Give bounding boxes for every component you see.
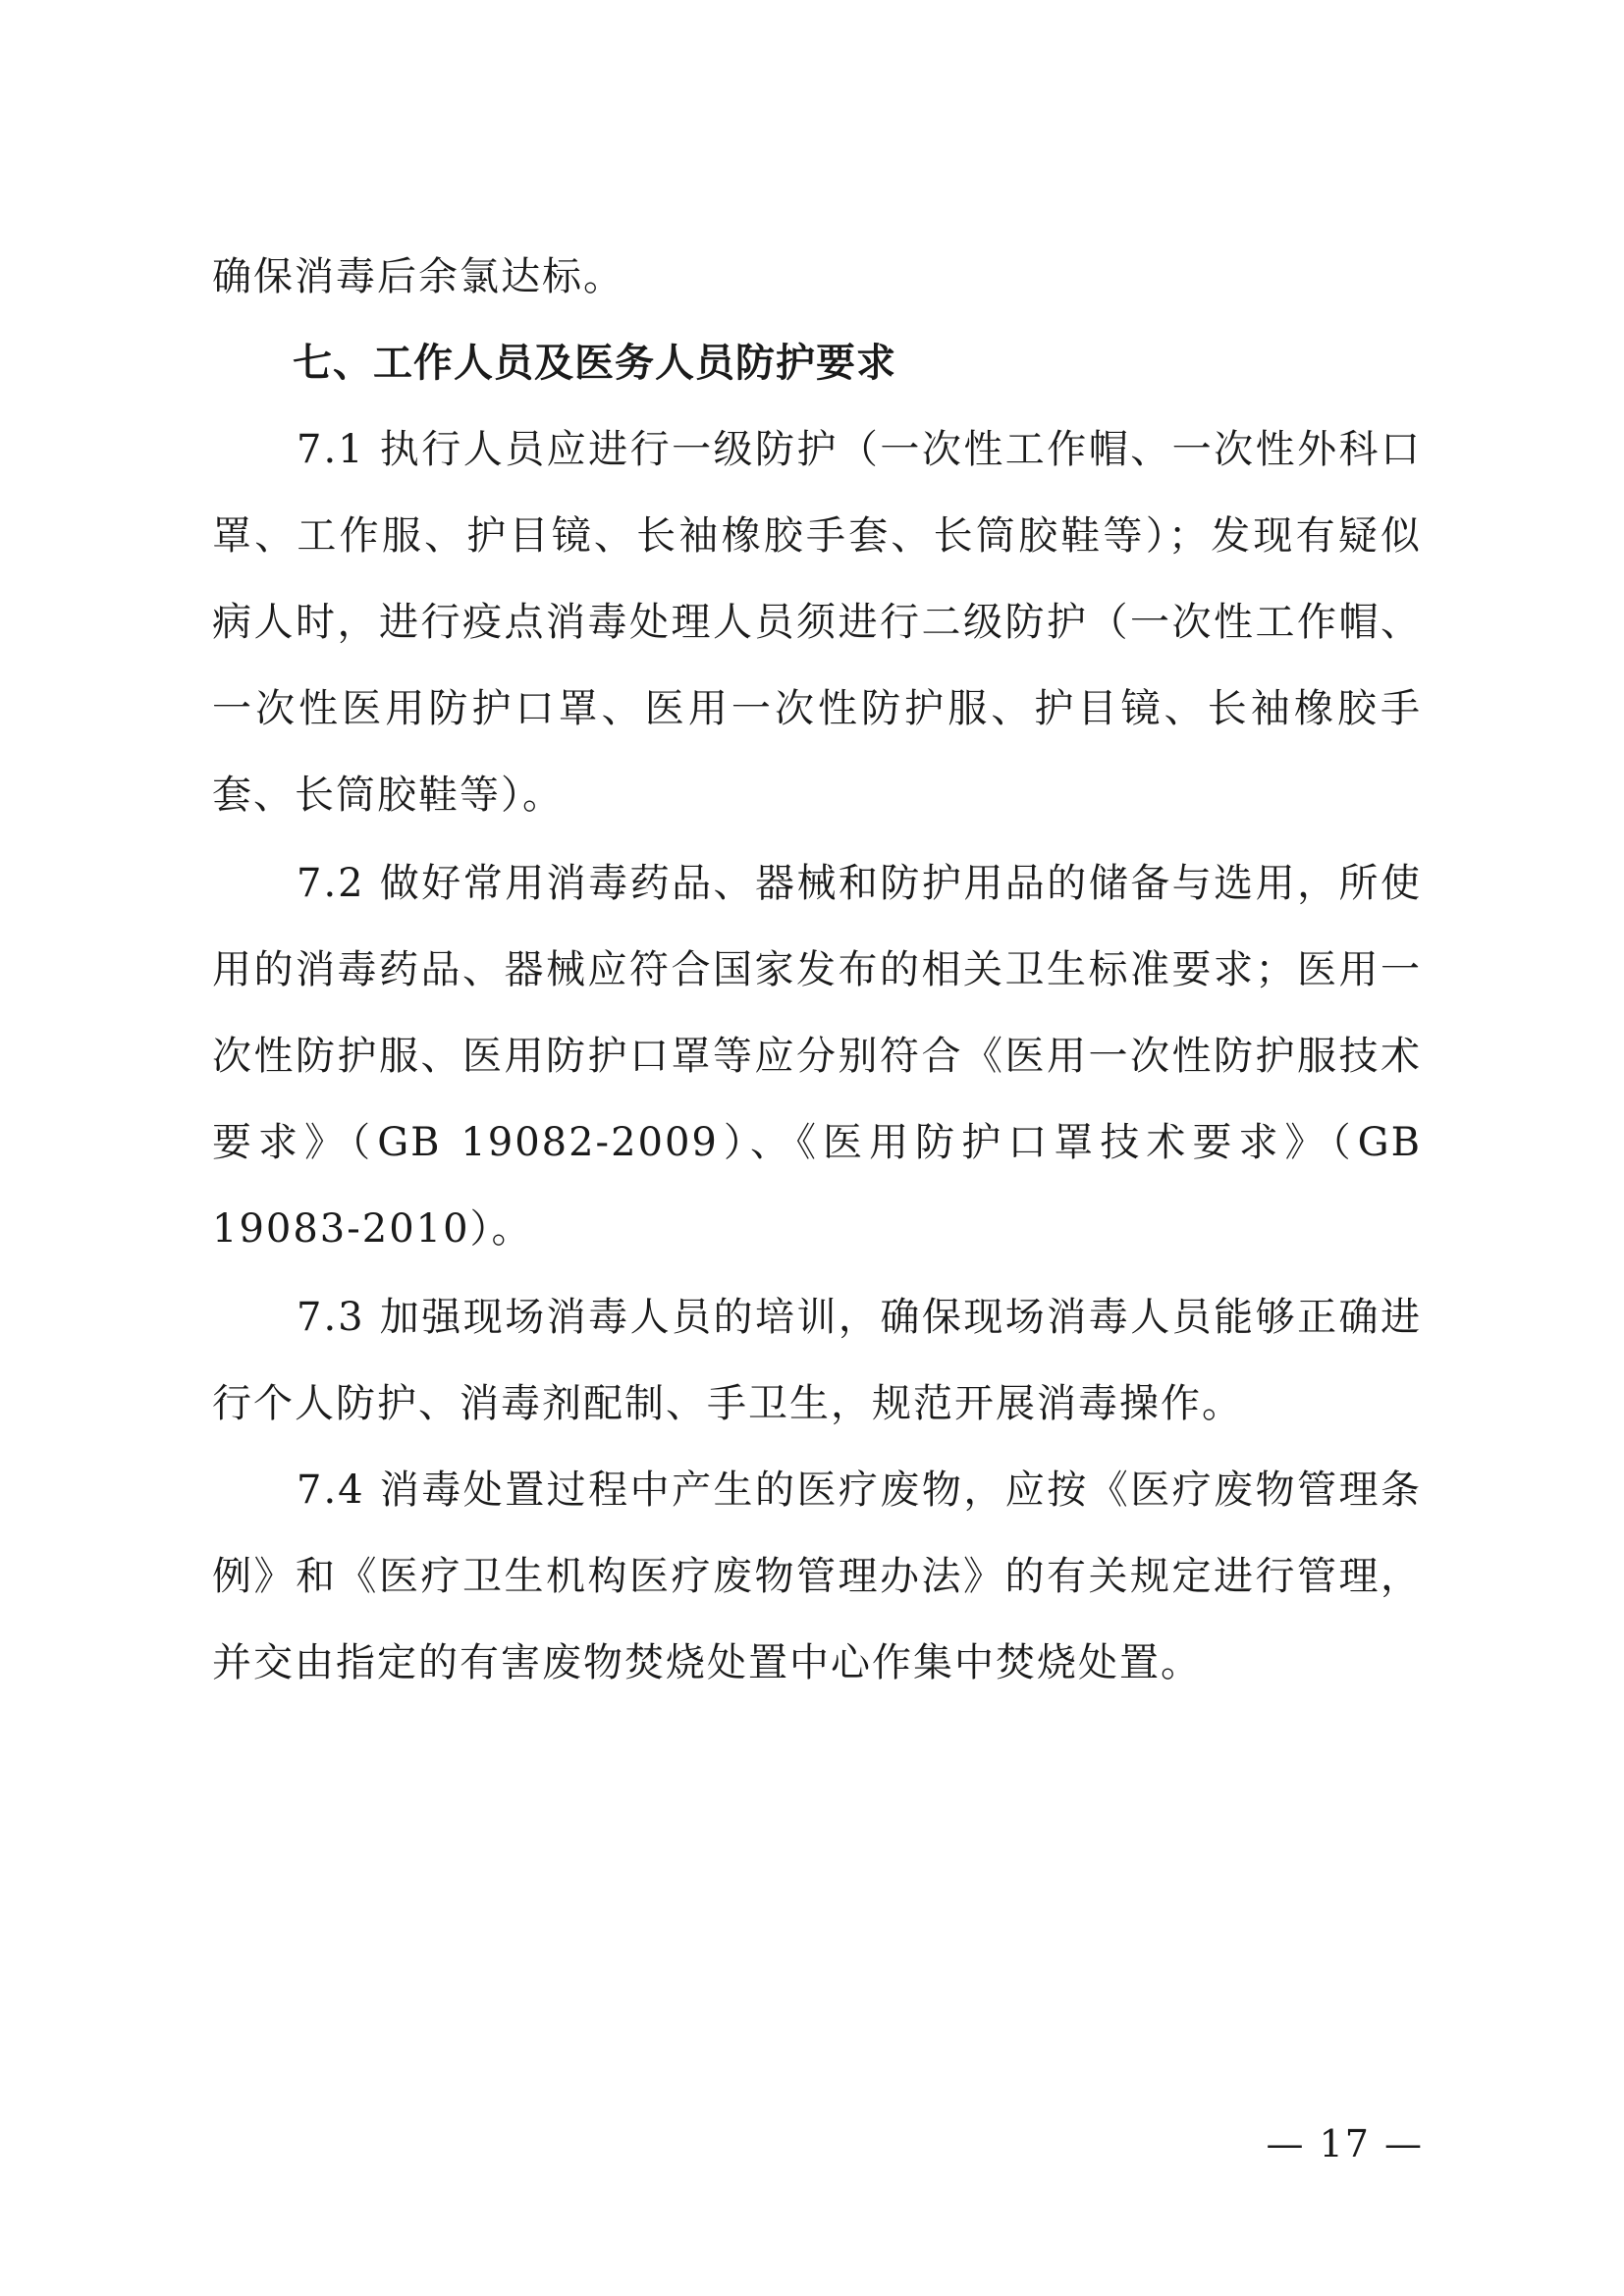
paragraph-7-3: 7.3 加强现场消毒人员的培训，确保现场消毒人员能够正确进行个人防护、消毒剂配制、手卫生，规范开展消毒操作。 <box>212 1295 1422 1426</box>
paragraph-7-1: 7.1 执行人员应进行一级防护（一次性工作帽、一次性外科口罩、工作服、护目镜、长袖橡胶手套、长筒胶鞋等）；发现有疑似病人时，进行疫点消毒处理人员须进行二级防护（一次性工作帽、一次性医用防护口罩、医用一次性防护服、护目镜、长袖橡胶手套、长筒胶鞋等）。 <box>212 427 1422 818</box>
continuation-paragraph: 确保消毒后余氯达标。 <box>212 254 624 299</box>
paragraph-7-4: 7.4 消毒处置过程中产生的医疗废物，应按《医疗废物管理条例》和《医疗卫生机构医疗废物管理办法》的有关规定进行管理，并交由指定的有害废物焚烧处置中心作集中焚烧处置。 <box>212 1468 1422 1685</box>
page-number: — 17 — <box>1266 2122 1424 2165</box>
section-heading: 七、工作人员及医务人员防护要求 <box>293 341 896 386</box>
paragraph-7-2: 7.2 做好常用消毒药品、器械和防护用品的储备与选用，所使用的消毒药品、器械应符合国家发布的相关卫生标准要求；医用一次性防护服、医用防护口罩等应分别符合《医用一次性防护服技术要求》（GB 19082-2009）、《医用防护口罩技术要求》（GB 19083-2010）。 <box>212 861 1422 1252</box>
